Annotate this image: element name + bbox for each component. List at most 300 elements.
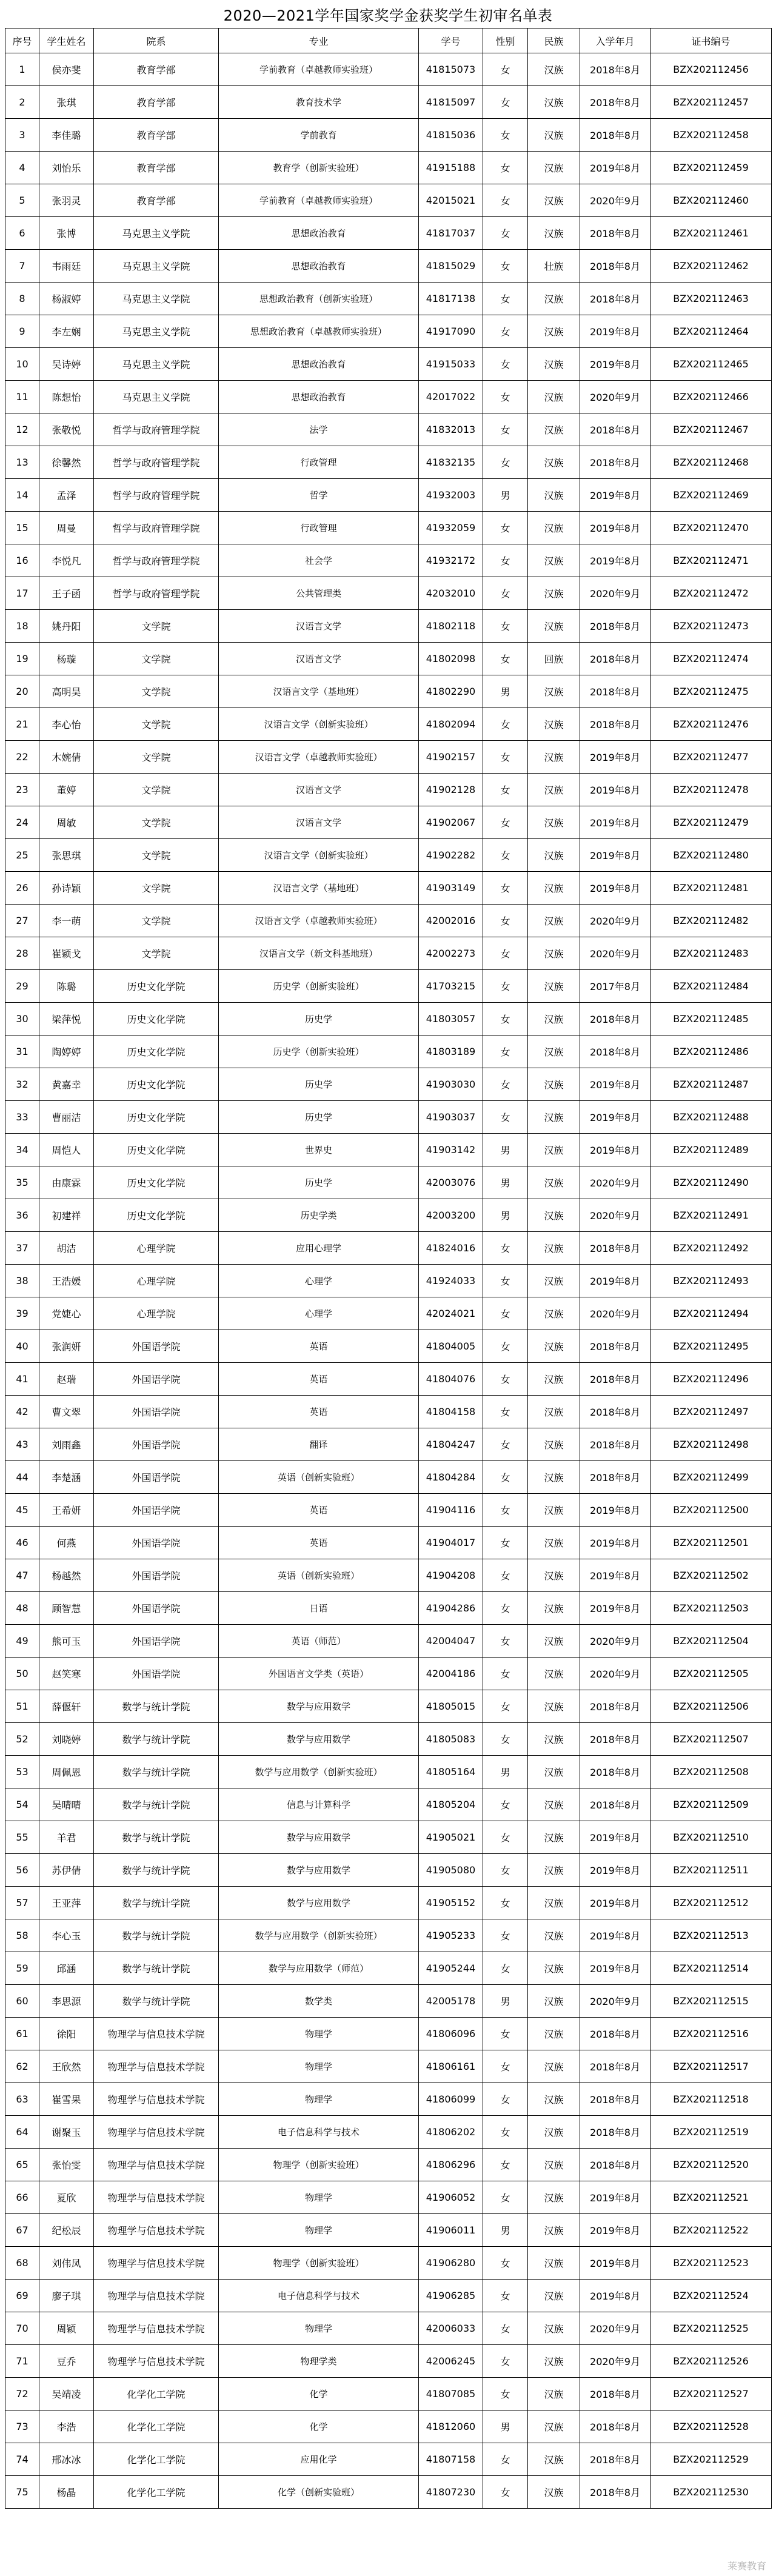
cell-major: 应用化学 [219,2443,419,2476]
cell-certificate-no: BZX202112528 [651,2410,772,2443]
cell-enrollment-date: 2019年8月 [580,1068,651,1101]
cell-enrollment-date: 2018年8月 [580,2050,651,2083]
cell-seq: 51 [5,1690,39,1723]
cell-enrollment-date: 2018年8月 [580,2018,651,2050]
cell-ethnicity: 汉族 [528,1985,580,2018]
cell-seq: 19 [5,643,39,675]
table-row [5,1035,772,1068]
cell-major: 行政管理 [219,446,419,479]
cell-student-name: 李悦凡 [39,544,94,577]
table-row [5,1887,772,1919]
cell-student-name: 赵笑寒 [39,1658,94,1690]
cell-certificate-no: BZX202112489 [651,1134,772,1166]
table-row [5,1134,772,1166]
cell-certificate-no: BZX202112491 [651,1199,772,1232]
cell-student-name: 胡洁 [39,1232,94,1265]
table-row [5,119,772,152]
cell-student-name: 王希妍 [39,1494,94,1527]
column-header-ethnicity: 民族 [528,28,580,53]
cell-seq: 12 [5,413,39,446]
table-row [5,53,772,86]
cell-ethnicity: 汉族 [528,2149,580,2181]
cell-department: 马克思主义学院 [94,283,219,315]
table-row [5,2443,772,2476]
cell-department: 文学院 [94,708,219,741]
cell-student-id: 42005178 [419,1985,483,2018]
cell-department: 教育学部 [94,119,219,152]
cell-certificate-no: BZX202112485 [651,1003,772,1035]
cell-ethnicity: 汉族 [528,1854,580,1887]
cell-student-id: 41915033 [419,348,483,381]
cell-ethnicity: 汉族 [528,184,580,217]
cell-department: 物理学与信息技术学院 [94,2083,219,2116]
cell-student-id: 41904208 [419,1559,483,1592]
cell-seq: 17 [5,577,39,610]
cell-seq: 39 [5,1297,39,1330]
cell-department: 外国语学院 [94,1428,219,1461]
cell-student-name: 张博 [39,217,94,250]
table-row [5,1854,772,1887]
cell-ethnicity: 汉族 [528,2345,580,2378]
cell-department: 外国语学院 [94,1330,219,1363]
cell-seq: 7 [5,250,39,283]
cell-certificate-no: BZX202112501 [651,1527,772,1559]
cell-student-id: 42003200 [419,1199,483,1232]
cell-certificate-no: BZX202112484 [651,970,772,1003]
cell-certificate-no: BZX202112465 [651,348,772,381]
cell-student-name: 吴靖凌 [39,2378,94,2410]
cell-ethnicity: 汉族 [528,675,580,708]
cell-ethnicity: 汉族 [528,1396,580,1428]
cell-student-id: 41805015 [419,1690,483,1723]
cell-major: 物理学 [219,2214,419,2247]
cell-student-id: 41806096 [419,2018,483,2050]
table-row [5,1788,772,1821]
cell-department: 文学院 [94,806,219,839]
cell-department: 文学院 [94,905,219,937]
cell-seq: 10 [5,348,39,381]
watermark: 莱赛教育 [727,2560,766,2572]
table-row [5,643,772,675]
cell-major: 英语 [219,1396,419,1428]
table-row [5,2312,772,2345]
cell-student-name: 苏伊倩 [39,1854,94,1887]
cell-ethnicity: 汉族 [528,381,580,413]
cell-student-name: 顾智慧 [39,1592,94,1625]
cell-seq: 16 [5,544,39,577]
cell-student-name: 李左娴 [39,315,94,348]
cell-major: 化学（创新实验班） [219,2476,419,2509]
table-row [5,2214,772,2247]
table-row [5,806,772,839]
cell-student-name: 廖子琪 [39,2280,94,2312]
cell-gender: 男 [483,675,528,708]
table-row [5,348,772,381]
cell-student-name: 李心玉 [39,1919,94,1952]
cell-ethnicity: 汉族 [528,1199,580,1232]
cell-seq: 72 [5,2378,39,2410]
cell-gender: 男 [483,1199,528,1232]
cell-department: 物理学与信息技术学院 [94,2247,219,2280]
cell-gender: 女 [483,2116,528,2149]
cell-major: 汉语言文学（卓越教师实验班） [219,741,419,774]
cell-seq: 35 [5,1166,39,1199]
cell-major: 物理学类 [219,2345,419,2378]
cell-gender: 女 [483,774,528,806]
cell-ethnicity: 汉族 [528,1068,580,1101]
cell-major: 思想政治教育（创新实验班） [219,283,419,315]
cell-student-id: 42003076 [419,1166,483,1199]
cell-student-id: 41932172 [419,544,483,577]
cell-enrollment-date: 2019年8月 [580,544,651,577]
table-row [5,1297,772,1330]
cell-student-name: 熊可玉 [39,1625,94,1658]
cell-ethnicity: 汉族 [528,152,580,184]
cell-certificate-no: BZX202112472 [651,577,772,610]
cell-enrollment-date: 2019年8月 [580,1494,651,1527]
cell-student-name: 李心怡 [39,708,94,741]
cell-student-id: 42032010 [419,577,483,610]
cell-certificate-no: BZX202112509 [651,1788,772,1821]
table-row [5,2345,772,2378]
table-row [5,1330,772,1363]
cell-seq: 50 [5,1658,39,1690]
cell-certificate-no: BZX202112505 [651,1658,772,1690]
cell-gender: 女 [483,283,528,315]
cell-major: 社会学 [219,544,419,577]
cell-department: 数学与统计学院 [94,1985,219,2018]
cell-department: 文学院 [94,643,219,675]
cell-seq: 9 [5,315,39,348]
table-row [5,446,772,479]
cell-gender: 女 [483,2181,528,2214]
cell-major: 教育学（创新实验班） [219,152,419,184]
cell-gender: 女 [483,53,528,86]
cell-enrollment-date: 2020年9月 [580,1625,651,1658]
cell-enrollment-date: 2019年8月 [580,774,651,806]
cell-department: 历史文化学院 [94,1199,219,1232]
cell-major: 英语 [219,1330,419,1363]
cell-student-name: 孟泽 [39,479,94,512]
table-row [5,708,772,741]
cell-student-name: 羊君 [39,1821,94,1854]
cell-major: 日语 [219,1592,419,1625]
cell-student-id: 41924033 [419,1265,483,1297]
cell-certificate-no: BZX202112458 [651,119,772,152]
cell-seq: 70 [5,2312,39,2345]
cell-ethnicity: 汉族 [528,315,580,348]
award-list-table [5,28,772,2509]
cell-gender: 女 [483,577,528,610]
cell-student-name: 何燕 [39,1527,94,1559]
column-header-student-id: 学号 [419,28,483,53]
cell-gender: 女 [483,250,528,283]
table-row [5,184,772,217]
cell-student-name: 周颖 [39,2312,94,2345]
cell-ethnicity: 汉族 [528,1265,580,1297]
cell-student-id: 41815097 [419,86,483,119]
cell-ethnicity: 汉族 [528,2378,580,2410]
cell-certificate-no: BZX202112470 [651,512,772,544]
cell-certificate-no: BZX202112467 [651,413,772,446]
cell-student-id: 41812060 [419,2410,483,2443]
cell-enrollment-date: 2020年9月 [580,184,651,217]
cell-department: 马克思主义学院 [94,348,219,381]
cell-department: 教育学部 [94,53,219,86]
cell-gender: 女 [483,2476,528,2509]
cell-ethnicity: 汉族 [528,2050,580,2083]
column-header-gender: 性别 [483,28,528,53]
cell-enrollment-date: 2018年8月 [580,1003,651,1035]
cell-department: 文学院 [94,937,219,970]
cell-major: 英语（师范） [219,1625,419,1658]
cell-ethnicity: 汉族 [528,2116,580,2149]
cell-gender: 女 [483,1592,528,1625]
cell-ethnicity: 汉族 [528,872,580,905]
cell-certificate-no: BZX202112488 [651,1101,772,1134]
cell-student-id: 41932003 [419,479,483,512]
cell-gender: 女 [483,119,528,152]
cell-major: 信息与计算科学 [219,1788,419,1821]
cell-student-id: 42024021 [419,1297,483,1330]
cell-student-name: 王亚萍 [39,1887,94,1919]
table-row [5,741,772,774]
cell-major: 历史学 [219,1101,419,1134]
table-row [5,1232,772,1265]
cell-student-id: 41905021 [419,1821,483,1854]
cell-enrollment-date: 2019年8月 [580,872,651,905]
cell-student-id: 41805164 [419,1756,483,1788]
cell-major: 化学 [219,2378,419,2410]
table-row [5,1068,772,1101]
cell-department: 哲学与政府管理学院 [94,479,219,512]
cell-seq: 71 [5,2345,39,2378]
cell-seq: 75 [5,2476,39,2509]
cell-student-name: 初建祥 [39,1199,94,1232]
cell-gender: 女 [483,1003,528,1035]
cell-gender: 女 [483,413,528,446]
cell-enrollment-date: 2018年8月 [580,1035,651,1068]
cell-major: 学前教育（卓越教师实验班） [219,184,419,217]
cell-seq: 64 [5,2116,39,2149]
cell-major: 心理学 [219,1297,419,1330]
table-row [5,1428,772,1461]
cell-student-id: 41905080 [419,1854,483,1887]
cell-gender: 女 [483,643,528,675]
cell-major: 历史学 [219,1068,419,1101]
cell-enrollment-date: 2019年8月 [580,348,651,381]
cell-enrollment-date: 2019年8月 [580,2181,651,2214]
cell-ethnicity: 汉族 [528,937,580,970]
cell-student-id: 41903142 [419,1134,483,1166]
cell-enrollment-date: 2019年8月 [580,806,651,839]
table-row [5,1658,772,1690]
cell-department: 教育学部 [94,152,219,184]
cell-department: 外国语学院 [94,1363,219,1396]
cell-ethnicity: 汉族 [528,2018,580,2050]
cell-student-name: 周敏 [39,806,94,839]
cell-student-id: 41903037 [419,1101,483,1134]
cell-certificate-no: BZX202112487 [651,1068,772,1101]
cell-student-name: 董婷 [39,774,94,806]
table-row [5,2247,772,2280]
cell-ethnicity: 汉族 [528,577,580,610]
cell-gender: 女 [483,1265,528,1297]
column-header-department: 院系 [94,28,219,53]
cell-major: 数学与应用数学（师范） [219,1952,419,1985]
cell-major: 汉语言文学（创新实验班） [219,839,419,872]
cell-ethnicity: 汉族 [528,1297,580,1330]
cell-certificate-no: BZX202112462 [651,250,772,283]
cell-student-name: 王子函 [39,577,94,610]
cell-major: 学前教育 [219,119,419,152]
cell-enrollment-date: 2018年8月 [580,2410,651,2443]
cell-certificate-no: BZX202112492 [651,1232,772,1265]
cell-ethnicity: 汉族 [528,1756,580,1788]
cell-ethnicity: 汉族 [528,2476,580,2509]
cell-department: 哲学与政府管理学院 [94,446,219,479]
cell-department: 物理学与信息技术学院 [94,2181,219,2214]
cell-student-name: 周佩恩 [39,1756,94,1788]
cell-gender: 女 [483,839,528,872]
cell-ethnicity: 汉族 [528,2083,580,2116]
cell-student-name: 刘雨鑫 [39,1428,94,1461]
cell-seq: 66 [5,2181,39,2214]
cell-major: 应用心理学 [219,1232,419,1265]
cell-certificate-no: BZX202112521 [651,2181,772,2214]
table-row [5,1756,772,1788]
cell-enrollment-date: 2018年8月 [580,1396,651,1428]
cell-enrollment-date: 2019年8月 [580,1134,651,1166]
cell-ethnicity: 汉族 [528,2247,580,2280]
cell-major: 历史学类 [219,1199,419,1232]
table-row [5,2280,772,2312]
cell-gender: 女 [483,1330,528,1363]
cell-department: 数学与统计学院 [94,1952,219,1985]
cell-student-id: 41806202 [419,2116,483,2149]
cell-ethnicity: 汉族 [528,1887,580,1919]
cell-student-id: 41917090 [419,315,483,348]
table-row [5,1363,772,1396]
table-row [5,1003,772,1035]
column-header-certificate-no: 证书编号 [651,28,772,53]
cell-student-name: 邱涵 [39,1952,94,1985]
cell-gender: 女 [483,184,528,217]
cell-seq: 58 [5,1919,39,1952]
cell-certificate-no: BZX202112517 [651,2050,772,2083]
cell-department: 马克思主义学院 [94,217,219,250]
cell-department: 外国语学院 [94,1592,219,1625]
cell-enrollment-date: 2020年9月 [580,1199,651,1232]
cell-student-name: 张羽灵 [39,184,94,217]
table-row [5,1461,772,1494]
cell-seq: 67 [5,2214,39,2247]
cell-ethnicity: 汉族 [528,1559,580,1592]
cell-seq: 29 [5,970,39,1003]
cell-student-id: 41902067 [419,806,483,839]
cell-gender: 男 [483,479,528,512]
cell-student-name: 侯亦斐 [39,53,94,86]
cell-seq: 49 [5,1625,39,1658]
cell-gender: 男 [483,1756,528,1788]
cell-seq: 68 [5,2247,39,2280]
cell-department: 物理学与信息技术学院 [94,2050,219,2083]
cell-gender: 女 [483,446,528,479]
cell-enrollment-date: 2018年8月 [580,250,651,283]
cell-student-id: 41807230 [419,2476,483,2509]
table-row [5,2476,772,2509]
cell-student-id: 41802094 [419,708,483,741]
cell-major: 汉语言文学 [219,774,419,806]
cell-enrollment-date: 2018年8月 [580,2443,651,2476]
table-row [5,1199,772,1232]
cell-certificate-no: BZX202112473 [651,610,772,643]
cell-enrollment-date: 2019年8月 [580,479,651,512]
cell-ethnicity: 汉族 [528,1494,580,1527]
cell-certificate-no: BZX202112468 [651,446,772,479]
cell-major: 汉语言文学（基地班） [219,675,419,708]
cell-student-name: 曹文翠 [39,1396,94,1428]
table-row [5,1527,772,1559]
cell-ethnicity: 汉族 [528,446,580,479]
cell-seq: 11 [5,381,39,413]
cell-gender: 女 [483,2312,528,2345]
table-row [5,217,772,250]
cell-student-name: 李思源 [39,1985,94,2018]
cell-ethnicity: 汉族 [528,2280,580,2312]
cell-student-id: 41832135 [419,446,483,479]
table-row [5,86,772,119]
cell-ethnicity: 汉族 [528,1952,580,1985]
cell-ethnicity: 汉族 [528,2410,580,2443]
cell-certificate-no: BZX202112510 [651,1821,772,1854]
cell-certificate-no: BZX202112481 [651,872,772,905]
cell-enrollment-date: 2019年8月 [580,1919,651,1952]
cell-student-name: 张润妍 [39,1330,94,1363]
cell-seq: 57 [5,1887,39,1919]
cell-gender: 女 [483,708,528,741]
cell-student-name: 刘怡乐 [39,152,94,184]
table-row [5,2018,772,2050]
cell-ethnicity: 汉族 [528,1821,580,1854]
cell-ethnicity: 汉族 [528,741,580,774]
table-row [5,1494,772,1527]
cell-gender: 女 [483,1919,528,1952]
cell-major: 物理学（创新实验班） [219,2149,419,2181]
cell-department: 化学化工学院 [94,2378,219,2410]
cell-gender: 女 [483,1559,528,1592]
cell-student-id: 41804247 [419,1428,483,1461]
cell-seq: 30 [5,1003,39,1035]
cell-seq: 8 [5,283,39,315]
cell-enrollment-date: 2018年8月 [580,446,651,479]
cell-student-name: 杨晶 [39,2476,94,2509]
cell-seq: 26 [5,872,39,905]
cell-major: 物理学 [219,2181,419,2214]
cell-seq: 14 [5,479,39,512]
cell-major: 英语 [219,1363,419,1396]
table-row [5,1952,772,1985]
cell-major: 外国语言文学类（英语） [219,1658,419,1690]
cell-certificate-no: BZX202112514 [651,1952,772,1985]
cell-student-name: 张敬悦 [39,413,94,446]
cell-department: 哲学与政府管理学院 [94,512,219,544]
cell-certificate-no: BZX202112519 [651,2116,772,2149]
cell-student-id: 41904286 [419,1592,483,1625]
cell-ethnicity: 汉族 [528,217,580,250]
cell-seq: 53 [5,1756,39,1788]
cell-major: 汉语言文学 [219,806,419,839]
